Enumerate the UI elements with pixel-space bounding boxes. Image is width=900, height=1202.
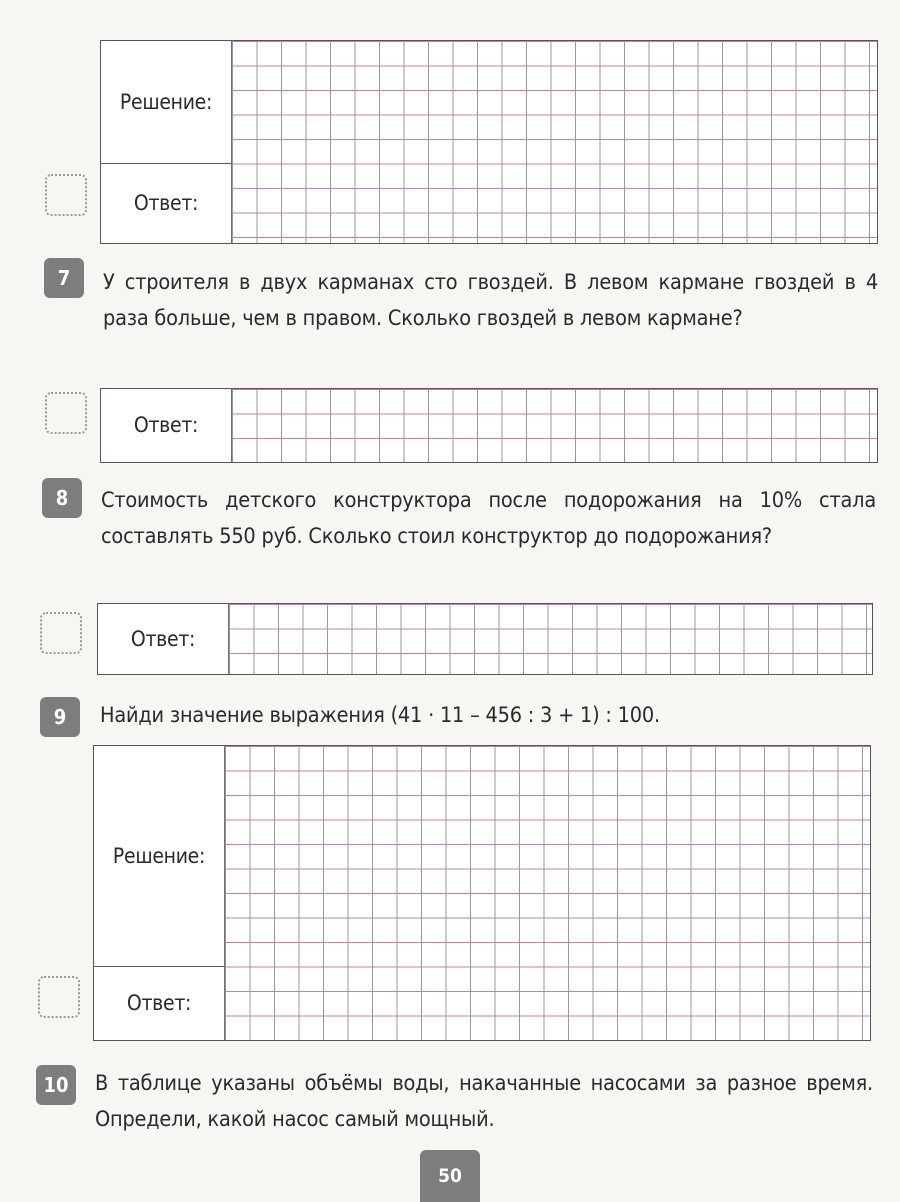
answer-box-7 [100, 388, 878, 463]
task-text: В таблице указаны объёмы воды, накачанные насосами за разное время. Определи, какой насос самый мощный. [95, 1071, 873, 1132]
score-checkbox[interactable] [40, 612, 82, 654]
answer-grid[interactable] [231, 389, 877, 462]
task-number-badge: 9 [40, 697, 80, 737]
answer-label: Ответ: [126, 990, 192, 1015]
solution-answer-box-9 [93, 745, 871, 1041]
answer-label: Ответ: [133, 413, 199, 437]
solution-label: Решение: [119, 90, 213, 114]
page-number: 50 [420, 1150, 480, 1202]
task-number-badge: 7 [44, 258, 84, 298]
task-text: У строителя в двух карманах сто гвоздей. В левом кармане гвоздей в 4 раза больше, чем в правом. Сколько гвоздей в левом кармане? [103, 270, 878, 331]
answer-box-8 [97, 603, 873, 675]
answer-label: Ответ: [130, 626, 196, 651]
solution-label: Решение: [112, 844, 206, 868]
solution-answer-box-6 [100, 40, 878, 244]
answer-grid[interactable] [231, 41, 877, 243]
task-text: Стоимость детского конструктора после подорожания на 10% стала составлять 550 руб. Сколько стоил конструктор до подорожания? [101, 488, 876, 549]
task-number-badge: 8 [42, 478, 82, 518]
score-checkbox[interactable] [45, 174, 87, 216]
answer-label: Ответ: [133, 191, 199, 215]
answer-grid[interactable] [228, 604, 872, 674]
score-checkbox[interactable] [45, 392, 87, 434]
score-checkbox[interactable] [38, 976, 80, 1018]
task-text: Найди значение выражения (41 · 11 – 456 : 3 + 1) : 100. [100, 703, 660, 728]
answer-grid[interactable] [224, 746, 870, 1040]
task-number-badge: 10 [36, 1065, 76, 1105]
